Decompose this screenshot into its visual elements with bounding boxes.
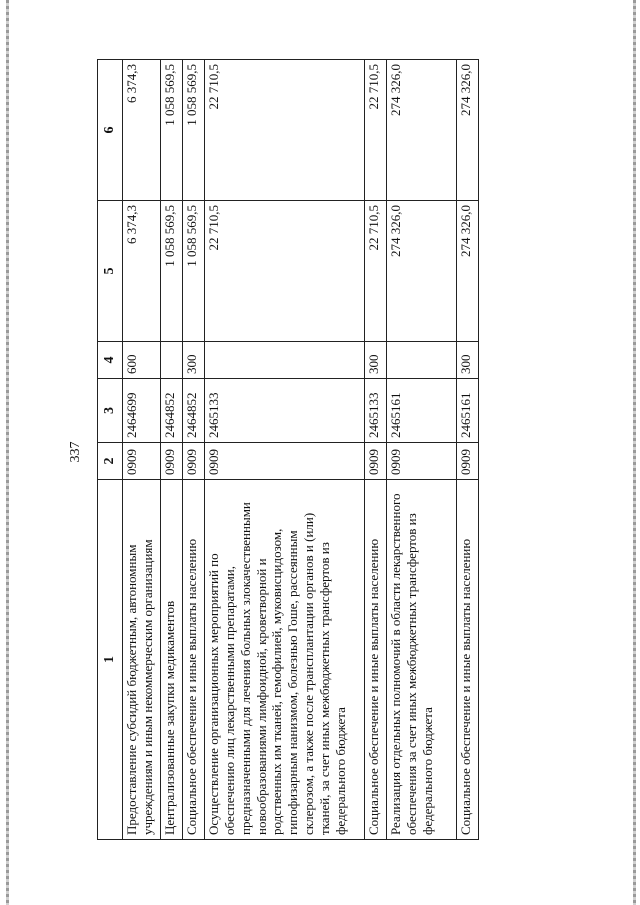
cell-description: Социальное обеспечение и иные выплаты населению — [183, 480, 205, 840]
cell-description: Реализация отдельных полномочий в области лекарственного обеспечения за счет иных межбюджетных трансфертов из федерального бюджета — [387, 480, 457, 840]
cell-section-code: 0909 — [123, 443, 161, 480]
header-col-5: 5 — [98, 201, 123, 342]
cell-amount-6: 6 374,3 — [123, 60, 161, 201]
table-row — [123, 60, 161, 840]
cell-target-code: 2464852 — [161, 379, 183, 443]
cell-amount-6: 274 326,0 — [387, 60, 457, 201]
budget-table-rotated — [97, 60, 477, 840]
cell-target-code: 2464852 — [183, 379, 205, 443]
cell-amount-5: 1 058 569,5 — [161, 201, 183, 342]
cell-amount-5: 22 710,5 — [365, 201, 387, 342]
cell-section-code: 0909 — [183, 443, 205, 480]
scan-edge-right — [633, 0, 636, 905]
cell-amount-5: 6 374,3 — [123, 201, 161, 342]
header-col-6: 6 — [98, 60, 123, 201]
cell-section-code: 0909 — [365, 443, 387, 480]
cell-amount-6: 22 710,5 — [365, 60, 387, 201]
cell-target-code: 2465133 — [205, 379, 365, 443]
cell-amount-6: 1 058 569,5 — [183, 60, 205, 201]
cell-amount-5: 274 326,0 — [457, 201, 479, 342]
cell-target-code: 2464699 — [123, 379, 161, 443]
cell-expense-type: 300 — [365, 342, 387, 379]
header-col-1: 1 — [98, 480, 123, 840]
cell-expense-type — [387, 342, 457, 379]
table-row — [183, 60, 205, 840]
cell-expense-type — [205, 342, 365, 379]
cell-expense-type: 300 — [183, 342, 205, 379]
cell-description: Предоставление субсидий бюджетным, автономным учреждениям и иным некоммерческим организациям — [123, 480, 161, 840]
header-row — [98, 60, 123, 840]
header-col-3: 3 — [98, 379, 123, 443]
cell-amount-5: 274 326,0 — [387, 201, 457, 342]
cell-expense-type: 600 — [123, 342, 161, 379]
cell-section-code: 0909 — [457, 443, 479, 480]
header-col-2: 2 — [98, 443, 123, 480]
table-row — [205, 60, 365, 840]
cell-section-code: 0909 — [387, 443, 457, 480]
cell-description: Осуществление организационных мероприятий по обеспечению лиц лекарственными препаратами, предназначенными для лечения больных злокачественными новообразованиями лимфоидной, кроветворной и родственных им тканей, гемофилией, муковисцидозом, гипофизарным нанизмом, болезнью Гоше, рассеянным склерозом, а также после трансплантации органов и (или) тканей, за счет иных межбюджетных трансфертов из федерального бюджета — [205, 480, 365, 840]
cell-amount-5: 22 710,5 — [205, 201, 365, 342]
table-row — [161, 60, 183, 840]
table-row — [457, 60, 479, 840]
table-row — [365, 60, 387, 840]
cell-expense-type — [161, 342, 183, 379]
cell-description: Социальное обеспечение и иные выплаты населению — [365, 480, 387, 840]
cell-description: Централизованные закупки медикаментов — [161, 480, 183, 840]
cell-description: Социальное обеспечение и иные выплаты населению — [457, 480, 479, 840]
cell-section-code: 0909 — [205, 443, 365, 480]
cell-target-code: 2465133 — [365, 379, 387, 443]
cell-expense-type: 300 — [457, 342, 479, 379]
page-number: 337 — [68, 441, 83, 463]
cell-target-code: 2465161 — [387, 379, 457, 443]
cell-amount-6: 22 710,5 — [205, 60, 365, 201]
cell-amount-6: 1 058 569,5 — [161, 60, 183, 201]
header-col-4: 4 — [98, 342, 123, 379]
scan-edge-left — [6, 0, 9, 905]
cell-amount-5: 1 058 569,5 — [183, 201, 205, 342]
table-row — [387, 60, 457, 840]
budget-table — [97, 59, 479, 840]
cell-target-code: 2465161 — [457, 379, 479, 443]
cell-section-code: 0909 — [161, 443, 183, 480]
cell-amount-6: 274 326,0 — [457, 60, 479, 201]
